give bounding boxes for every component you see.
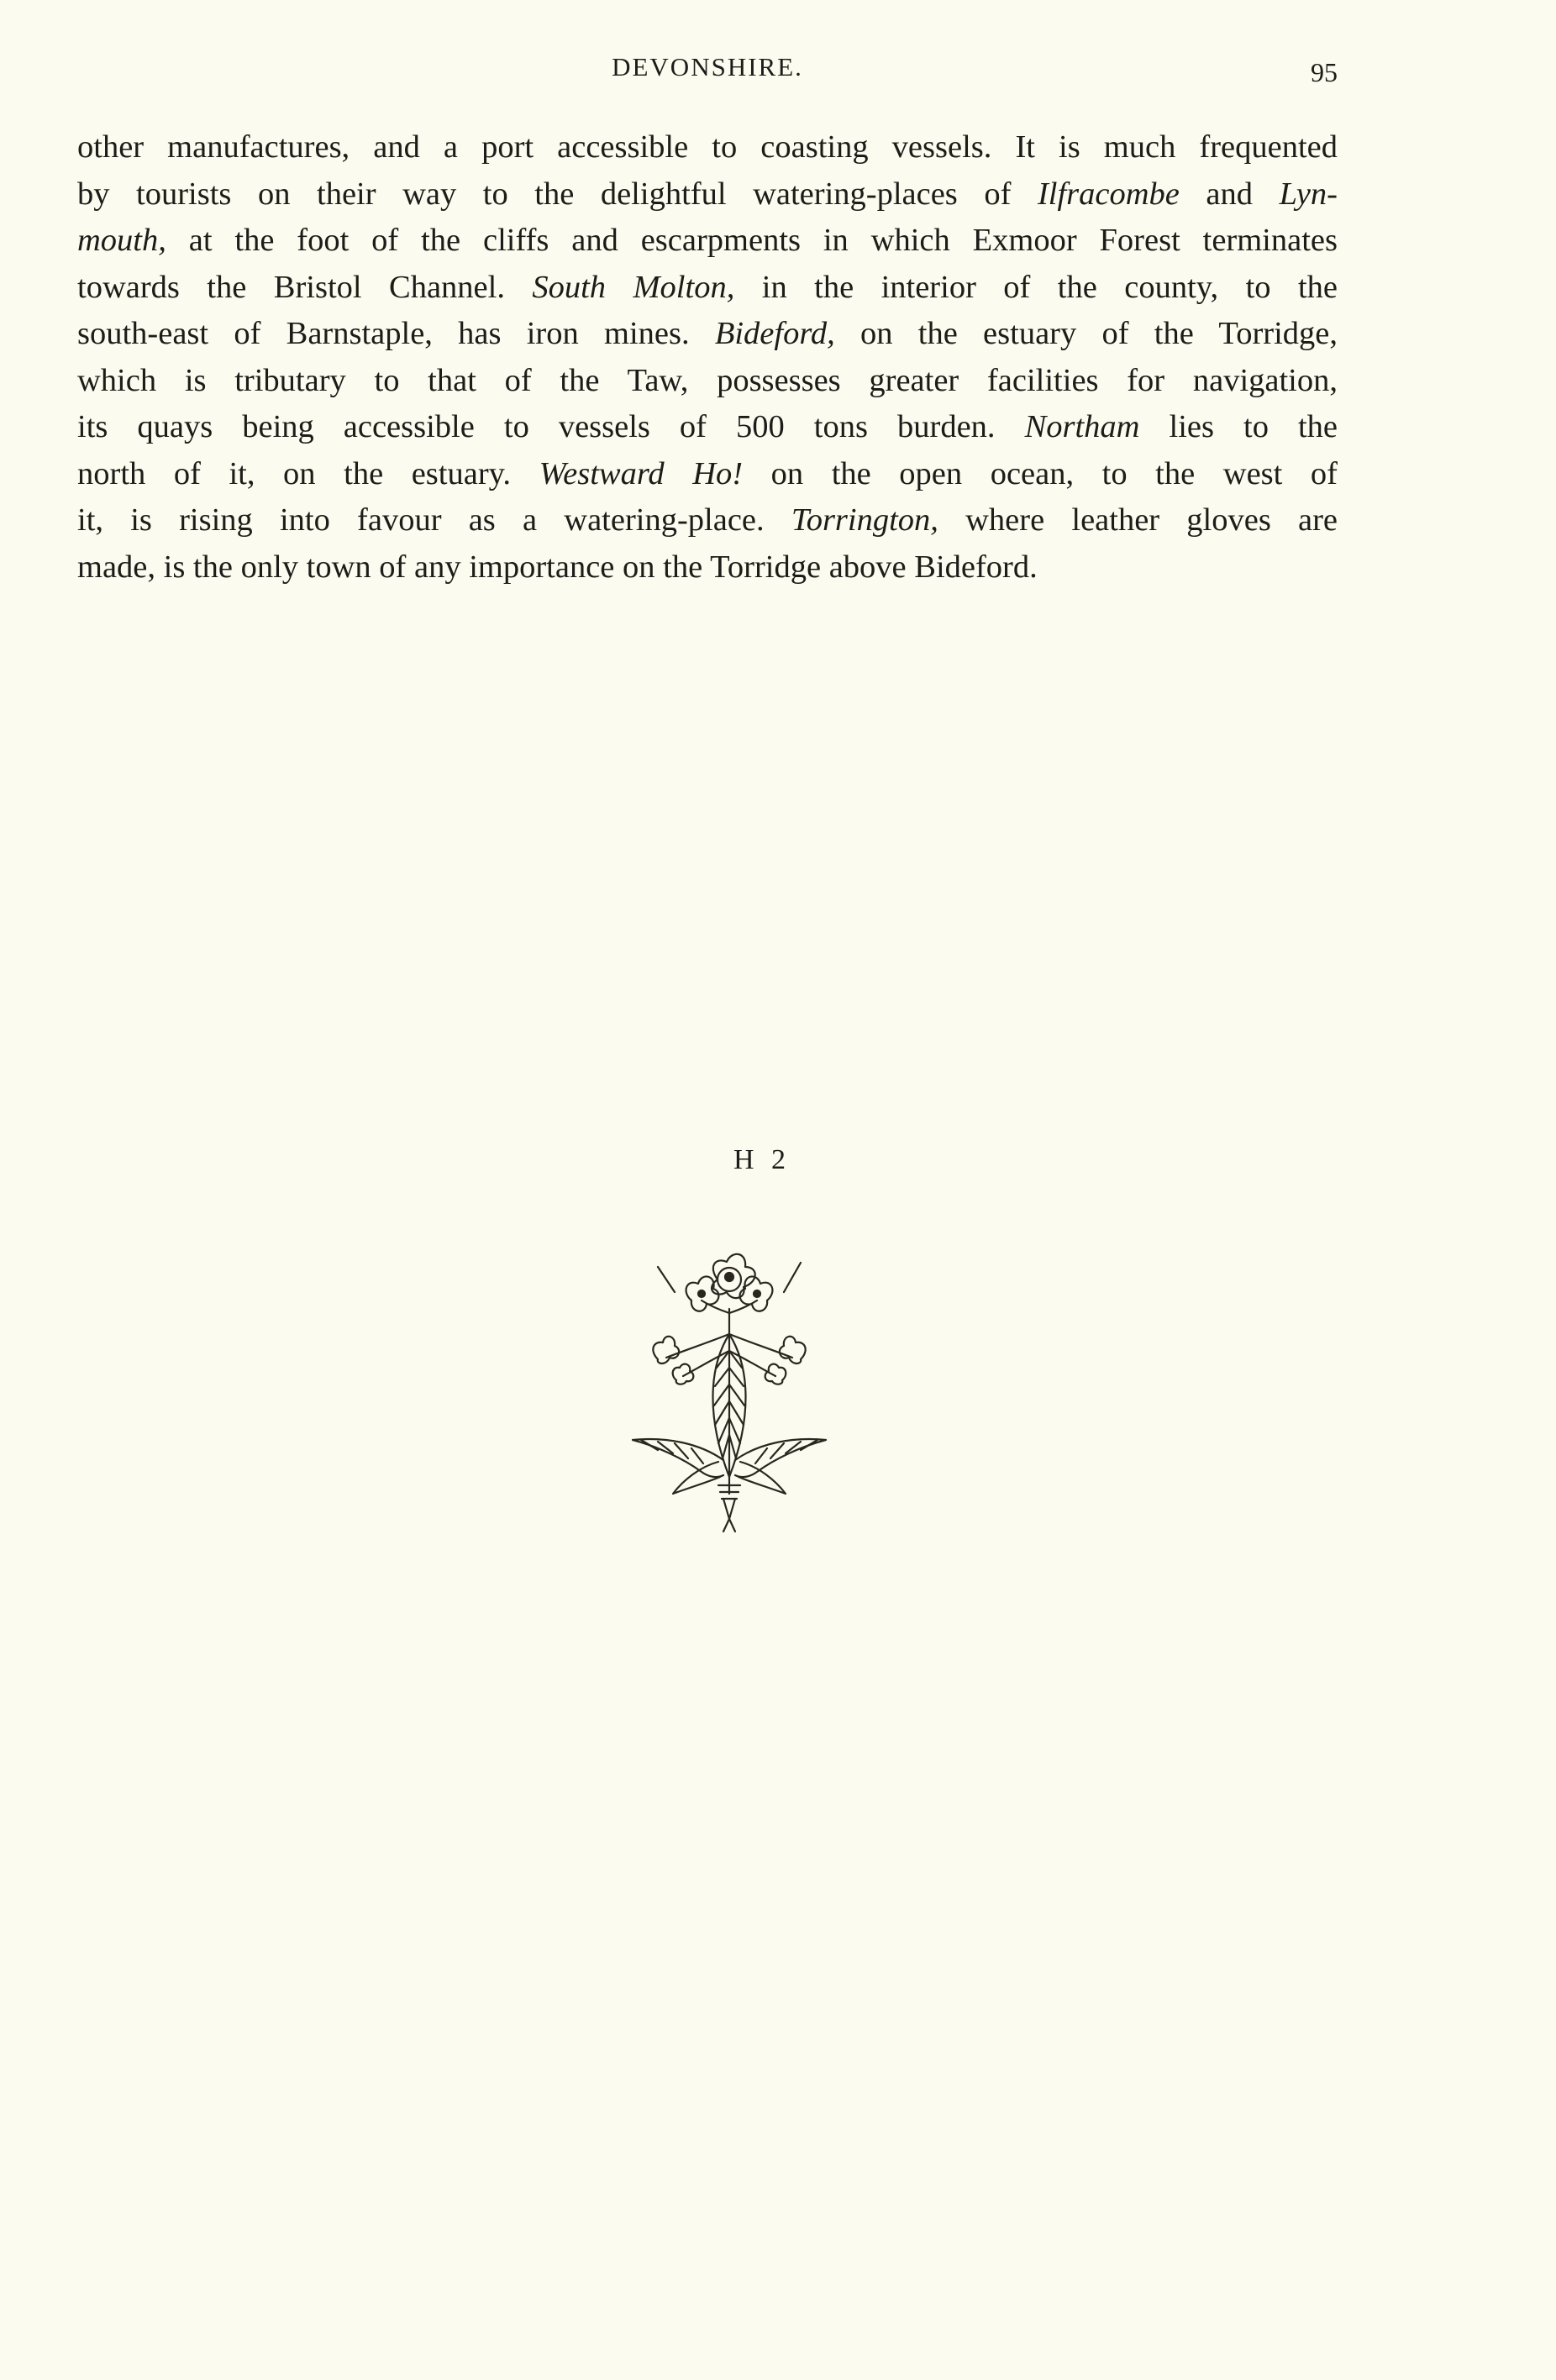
text-line xyxy=(77,451,1338,498)
text-segment: north of it, on the estuary. xyxy=(77,455,539,491)
text-line xyxy=(77,358,1338,405)
text-segment: in the interior of the county, to the xyxy=(734,269,1338,305)
italic-place-name: Lyn- xyxy=(1279,176,1338,212)
text-segment: it, is rising into favour as a watering-place. xyxy=(77,502,791,538)
italic-place-name: South Molton, xyxy=(532,269,735,305)
italic-place-name: Bideford, xyxy=(714,316,835,351)
text-segment: by tourists on their way to the delightful watering-places of xyxy=(77,176,1038,212)
text-segment: which is tributary to that of the Taw, possesses greater facilities for navigation, xyxy=(77,362,1338,398)
text-line xyxy=(77,171,1338,218)
text-line xyxy=(77,265,1338,312)
text-segment: and xyxy=(1179,176,1280,212)
italic-place-name: Torrington, xyxy=(791,502,938,538)
text-segment: made, is the only town of any importance on the Torridge above Bideford. xyxy=(77,549,1038,585)
text-segment: south-east of Barnstaple, has iron mines. xyxy=(77,316,715,351)
italic-place-name: Northam xyxy=(1024,409,1140,444)
page-number: 95 xyxy=(1311,57,1338,87)
text-line xyxy=(77,218,1338,265)
italic-place-name: Ilfracombe xyxy=(1037,176,1180,212)
italic-place-name: mouth, xyxy=(77,223,166,258)
text-segment: towards the Bristol Channel. xyxy=(77,269,533,305)
signature-mark: H 2 xyxy=(733,1144,791,1175)
text-segment: other manufactures, and a port accessible to coasting vessels. It is much frequented xyxy=(77,129,1338,165)
floral-tailpiece-icon xyxy=(624,1242,834,1536)
text-line xyxy=(77,544,1338,591)
text-segment: lies to the xyxy=(1139,409,1338,444)
text-line xyxy=(77,124,1338,171)
text-segment: at the foot of the cliffs and escarpments in which Exmoor Forest terminates xyxy=(166,223,1338,258)
text-segment: on the open ocean, to the west of xyxy=(743,455,1338,491)
body-paragraph xyxy=(77,124,1338,591)
text-line xyxy=(77,497,1338,544)
text-segment: its quays being accessible to vessels of 500 tons burden. xyxy=(77,409,1025,444)
text-line xyxy=(77,311,1338,358)
text-segment: on the estuary of the Torridge, xyxy=(834,316,1338,351)
page-header xyxy=(77,52,1338,94)
italic-place-name: Westward Ho! xyxy=(539,455,744,491)
running-head: DEVONSHIRE. xyxy=(612,52,803,81)
text-segment: where leather gloves are xyxy=(938,502,1338,538)
text-line xyxy=(77,404,1338,451)
